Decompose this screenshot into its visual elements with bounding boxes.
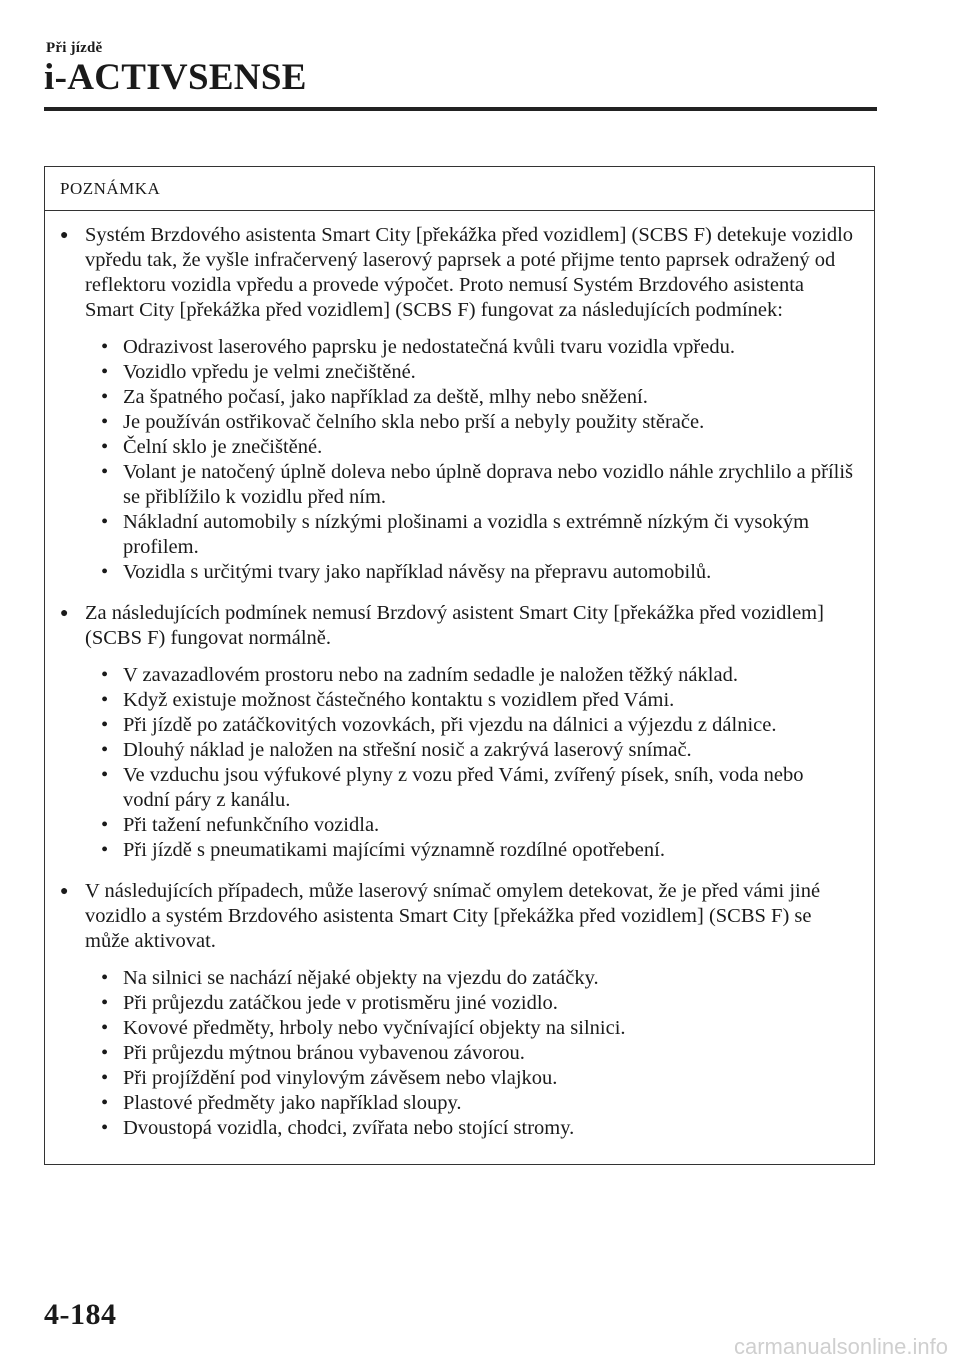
bullet-icon: •: [101, 714, 109, 736]
list-item-text: Nákladní automobily s nízkými plošinami a vozidla s extrémně nízkým či vysokým profilem.: [123, 511, 810, 558]
condition-list: [60, 335, 854, 585]
bullet-icon: •: [101, 561, 109, 583]
list-item: [101, 838, 854, 863]
note-paragraph: [60, 601, 854, 651]
list-item-text: Vozidlo vpředu je velmi znečištěné.: [123, 361, 416, 383]
list-item: [101, 1041, 854, 1066]
list-item: [101, 1091, 854, 1116]
title-rule: [44, 107, 877, 111]
list-item-text: Odrazivost laserového paprsku je nedostatečná kvůli tvaru vozidla vpředu.: [123, 336, 735, 358]
watermark: carmanualsonline.info: [733, 1334, 948, 1359]
note-paragraph: [60, 223, 854, 323]
list-item-text: Při průjezdu mýtnou bránou vybavenou závorou.: [123, 1042, 525, 1064]
list-item: [101, 460, 854, 510]
paragraph-bullet-icon: ●: [60, 228, 69, 243]
list-item: [101, 991, 854, 1016]
bullet-icon: •: [101, 1067, 109, 1089]
list-item-text: Při jízdě s pneumatikami majícími významně rozdílné opotřebení.: [123, 839, 665, 861]
list-item: [101, 763, 854, 813]
list-item: [101, 335, 854, 360]
bullet-icon: •: [101, 764, 109, 786]
paragraph-bullet-icon: ●: [60, 884, 69, 899]
list-item-text: Dlouhý náklad je naložen na střešní nosič a zakrývá laserový snímač.: [123, 739, 692, 761]
list-item: [101, 813, 854, 838]
bullet-icon: •: [101, 436, 109, 458]
bullet-icon: •: [101, 814, 109, 836]
paragraph-text: Systém Brzdového asistenta Smart City [překážka před vozidlem] (SCBS F) detekuje vozidlo vpředu tak, že vyšle infračervený laserový paprsek a poté přijme tento paprsek odražený od reflektoru vozidla vpředu a provede výpočet. Proto nemusí Systém Brzdového asistenta Smart City [překážka před vozidlem] (SCBS F) fungovat za následujících podmínek:: [85, 224, 854, 321]
list-item-text: Při průjezdu zatáčkou jede v protisměru jiné vozidlo.: [123, 992, 558, 1014]
list-item-text: Za špatného počasí, jako například za deště, mlhy nebo sněžení.: [123, 386, 648, 408]
paragraph-text: Za následujících podmínek nemusí Brzdový asistent Smart City [překážka před vozidlem] (SCBS F) fungovat normálně.: [85, 602, 824, 649]
list-item-text: Ve vzduchu jsou výfukové plyny z vozu před Vámi, zvířený písek, sníh, voda nebo vodní páry z kanálu.: [123, 764, 804, 811]
list-item-text: V zavazadlovém prostoru nebo na zadním sedadle je naložen těžký náklad.: [123, 664, 738, 686]
list-item: [101, 560, 854, 585]
bullet-icon: •: [101, 411, 109, 433]
list-item-text: Na silnici se nachází nějaké objekty na vjezdu do zatáčky.: [123, 967, 599, 989]
bullet-icon: •: [101, 689, 109, 711]
bullet-icon: •: [101, 992, 109, 1014]
list-item-text: Kovové předměty, hrboly nebo vyčnívající objekty na silnici.: [123, 1017, 626, 1039]
note-heading: POZNÁMKA: [45, 167, 874, 211]
bullet-icon: •: [101, 1042, 109, 1064]
bullet-icon: •: [101, 664, 109, 686]
paragraph-text: V následujících případech, může laserový snímač omylem detekovat, že je před vámi jiné vozidlo a systém Brzdového asistenta Smart City [překážka před vozidlem] (SCBS F) se může aktivovat.: [85, 880, 821, 952]
condition-list: [60, 663, 854, 863]
bullet-icon: •: [101, 839, 109, 861]
bullet-icon: •: [101, 461, 109, 483]
chapter-title: i-ACTIVSENSE: [44, 57, 307, 98]
list-item: [101, 738, 854, 763]
list-item-text: Volant je natočený úplně doleva nebo úplně doprava nebo vozidlo náhle zrychlilo a příliš se přiblížilo k vozidlu před ním.: [123, 461, 854, 508]
bullet-icon: •: [101, 361, 109, 383]
list-item: [101, 410, 854, 435]
bullet-icon: •: [101, 336, 109, 358]
condition-list: [60, 966, 854, 1141]
list-item-text: Při jízdě po zatáčkovitých vozovkách, při vjezdu na dálnici a výjezdu z dálnice.: [123, 714, 777, 736]
list-item-text: Plastové předměty jako například sloupy.: [123, 1092, 462, 1114]
section-label: Při jízdě: [46, 40, 103, 56]
list-item: [101, 1116, 854, 1141]
list-item: [101, 510, 854, 560]
page-number: 4-184: [44, 1298, 117, 1331]
bullet-icon: •: [101, 1017, 109, 1039]
list-item-text: Když existuje možnost částečného kontaktu s vozidlem před Vámi.: [123, 689, 675, 711]
list-item: [101, 688, 854, 713]
list-item-text: Vozidla s určitými tvary jako například návěsy na přepravu automobilů.: [123, 561, 712, 583]
list-item: [101, 435, 854, 460]
paragraph-bullet-icon: ●: [60, 606, 69, 621]
list-item: [101, 663, 854, 688]
note-box: [44, 166, 875, 1165]
note-paragraph: [60, 879, 854, 954]
note-body: [45, 211, 874, 1141]
list-item-text: Je používán ostřikovač čelního skla nebo prší a nebyly použity stěrače.: [123, 411, 705, 433]
list-item-text: Při projíždění pod vinylovým závěsem nebo vlajkou.: [123, 1067, 558, 1089]
bullet-icon: •: [101, 967, 109, 989]
list-item: [101, 713, 854, 738]
list-item: [101, 966, 854, 991]
bullet-icon: •: [101, 511, 109, 533]
list-item: [101, 385, 854, 410]
list-item: [101, 360, 854, 385]
bullet-icon: •: [101, 1092, 109, 1114]
list-item-text: Dvoustopá vozidla, chodci, zvířata nebo stojící stromy.: [123, 1117, 575, 1139]
list-item: [101, 1066, 854, 1091]
bullet-icon: •: [101, 386, 109, 408]
list-item: [101, 1016, 854, 1041]
bullet-icon: •: [101, 1117, 109, 1139]
list-item-text: Čelní sklo je znečištěné.: [123, 436, 323, 458]
bullet-icon: •: [101, 739, 109, 761]
list-item-text: Při tažení nefunkčního vozidla.: [123, 814, 380, 836]
